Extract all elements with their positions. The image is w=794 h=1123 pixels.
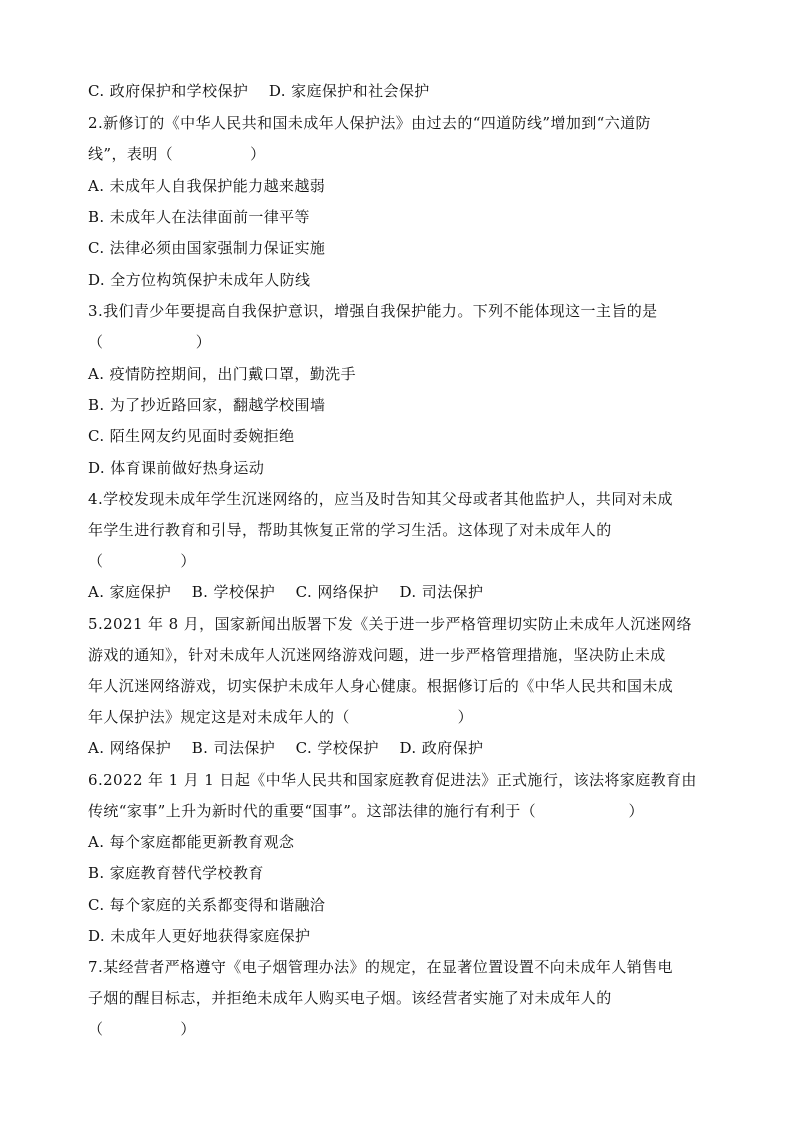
text-line: （ ） (88, 552, 196, 570)
text-line: A. 未成年人自我保护能力越来越弱 (88, 177, 326, 195)
text-line: 6.2022 年 1 月 1 日起《中华人民共和国家庭教育促进法》正式施行，该法将家庭教育由 (88, 771, 697, 789)
text-line: 年人沉迷网络游戏，切实保护未成年人身心健康。根据修订后的《中华人民共和国未成 (88, 677, 674, 695)
text-line: 传统“家事”上升为新时代的重要“国事”。这部法律的施行有利于（ ） (88, 802, 644, 820)
text-line: C. 每个家庭的关系都变得和谐融洽 (88, 896, 326, 914)
text-line: A. 网络保护 B. 司法保护 C. 学校保护 D. 政府保护 (88, 739, 484, 757)
text-line: 5.2021 年 8 月，国家新闻出版署下发《关于进一步严格管理切实防止未成年人沉迷网络 (88, 615, 692, 633)
text-line: 年人保护法》规定这是对未成年人的（ ） (88, 708, 474, 726)
text-line: 7.某经营者严格遵守《电子烟管理办法》的规定，在显著位置设置不向未成年人销售电 (88, 958, 673, 976)
text-line: B. 为了抄近路回家，翻越学校围墙 (88, 396, 326, 414)
text-line: 4.学校发现未成年学生沉迷网络的，应当及时告知其父母或者其他监护人，共同对未成 (88, 490, 673, 508)
text-line: 子烟的醒目标志，并拒绝未成年人购买电子烟。该经营者实施了对未成年人的 (88, 989, 612, 1007)
text-line: （ ） (88, 333, 212, 351)
text-line: B. 家庭教育替代学校教育 (88, 864, 264, 882)
text-line: C. 陌生网友约见面时委婉拒绝 (88, 427, 295, 445)
text-line: D. 全方位构筑保护未成年人防线 (88, 271, 311, 289)
text-line: C. 政府保护和学校保护 D. 家庭保护和社会保护 (88, 82, 430, 100)
text-line: B. 未成年人在法律面前一律平等 (88, 208, 310, 226)
text-line: A. 疫情防控期间，出门戴口罩，勤洗手 (88, 365, 356, 383)
text-line: 线”，表明（ ） (88, 145, 266, 163)
text-line: 年学生进行教育和引导，帮助其恢复正常的学习生活。这体现了对未成年人的 (88, 521, 612, 539)
text-line: A. 家庭保护 B. 学校保护 C. 网络保护 D. 司法保护 (88, 583, 484, 601)
text-line: 2.新修订的《中华人民共和国未成年人保护法》由过去的“四道防线”增加到“六道防 (88, 114, 651, 132)
text-line: D. 未成年人更好地获得家庭保护 (88, 927, 311, 945)
text-line: D. 体育课前做好热身运动 (88, 459, 265, 477)
text-line: C. 法律必须由国家强制力保证实施 (88, 239, 326, 257)
text-line: A. 每个家庭都能更新教育观念 (88, 833, 295, 851)
text-line: 3.我们青少年要提高自我保护意识，增强自我保护能力。下列不能体现这一主旨的是 (88, 302, 658, 320)
text-line: 游戏的通知》，针对未成年人沉迷网络游戏问题，进一步严格管理措施，坚决防止未成 (88, 646, 666, 664)
text-line: （ ） (88, 1020, 196, 1038)
